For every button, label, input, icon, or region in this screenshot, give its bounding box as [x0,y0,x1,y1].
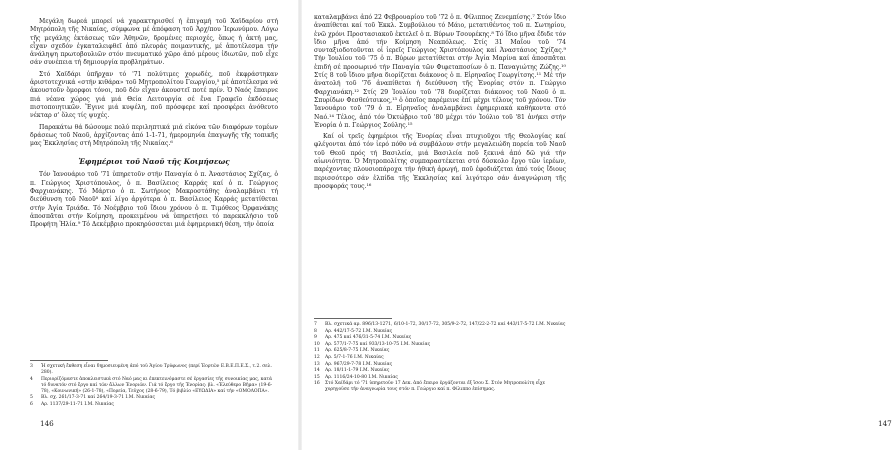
footnote-text: Αρ. 442/17-5-72 Ι.Μ. Νικαίας [325,328,393,334]
footnotes [314,318,566,394]
footnote-number: 13 [314,361,320,367]
footnote-text: Περιορίζόμαστε ἀποκλειστικά στό Ναό μας κι ἐπεκτεινόμαστε σέ ἐργασίες τῆς συνοικίας μας, κατά τό δυνατόν στό ἔργο καί τῶν ἄλλων Ἐνοριῶν. Γιά τό ἔργο τῆς Ἐνορίας: βλ. «Ἐλεύθερο Βῆμα» (19-6-78), «Κοινωνική» (26-1-78), «Πορεία, Τεῦχος (28-6-79), Τό βιβλίο «ΕΥΩΔΙΑ» καί τήν «ΟΜΟΛΟΠΑ». [41,376,273,394]
footnote-rule [314,318,392,319]
footnote [314,375,566,381]
page-number: 147 [878,419,892,428]
footnote-number: 15 [314,374,320,380]
left-page [0,0,300,450]
footnote-text: Βλ. σχ. 261/17-3-71 καί 264/19-3-71 Ι.Μ. Νικαίας [41,395,156,401]
footnote-text: Ἡ σχετική ἔκθεση εἶναι δημοσιευμένη ἀπό τοῦ Ἁγίου Τρύφωνος (περί Ἑορτῶν Ε.Β.Ε.Π.Ε.Σ., τ.2. σελ. 280). [41,364,272,376]
footnote-text: Στό Χαϊδάρι τό '71 ὑπηρετοῦν 17 Δεκ. ἀπό ἔπειρο ἐργάζονται ἐξ ἴσου Σ. Στόν Μητροπολίτη εἶχε χορηγοῦσε τήν ἀναγνωρία τους στόν π. Γεώργιο καί π. Φίλιππο ἐπίσημας. [325,381,545,393]
footnote-text: Βλ. σχετικά αρ. 896/13-1271, 6/10-1-72, 30/17-72, 305/9-2-72, 147/22-2-72 καί 443/17-5-72 Ι.Μ. Νικαίας [325,322,566,327]
footnotes [30,360,278,409]
footnote [314,342,566,348]
left-page-body [30,18,278,233]
section-heading: Ἐφημέριοι τοῦ Ναοῦ τῆς Κοιμήσεως [78,157,230,167]
body-paragraph: Τόν Ἰανουάριο τοῦ '71 ὑπηρετοῦν στήν Παναγία ὁ π. Ἀναστάσιος Σχίζας, ὁ π. Γεώργιος Χριστόπουλος, ὁ π. Βασίλειος Καρράς καί ὁ π. Γεώργιος Φαρχιανάκης. Τό Μάρτιο ὁ π. Σωτήριος Μακροστάθης ἀναλαμβάνει τή διεύθυνση τοῦ Ναοῦ⁸ καί λίγο ἀργότερα ὁ π. Βασίλειος Καρράς μετατίθεται στήν Ἁγία Τριάδα. Τό Νοέμβριο τοῦ ἴδιου χρόνου ὁ π. Τιμόθεος Ὀρφανάκης ἀποσπᾶται στήν Κοίμηση, προκειμένου νά ὑπηρετήσει τό παρεκκλήσιο τοῦ Προφήτη Ἠλία.⁹ Τό Δεκέμβριο προκηρύσσεται μιά ἐφημεριακή θέση, τήν ὁποία [30,171,278,229]
footnote-text: Αρ. 1116/24-10-80 Ι.Μ. Νικαίας [325,374,398,380]
footnote-number: 16 [314,381,320,387]
footnote-number: 6 [30,402,33,408]
body-paragraph: Μεγάλη δωρεά μπορεί νά χαρακτηρισθεί ή ἐπιγαμή τοῦ Χαϊδαρίου στή Μητρόπολη τῆς Νικαίας, σύμφωνα μέ ἀπόφαση τοῦ Ἀρχ/που Ἱερωνύμου. Λόγω τῆς μεγάλης ἐκτάσεως τῶν Ἀθηνῶν, δρομένες περιοχές, ὅπως ἡ ἀκτή μας, εἶχαν σχεδόν ἐγκαταλειφθεῖ ἀπό πλευράς ποιμαντικής, μέ ἀποτέλεσμα τήν ἀνάληψη πρωτοβουλιῶν στόν πνευματικό χῶρο ἀπό μέρους ἰδιωτῶν, ποῦ εἶχε σάν συνέπεια τή δημιουργία προβλημάτων. [30,18,278,67]
right-page-body [314,14,566,194]
footnote [314,362,566,368]
footnote [30,377,278,395]
footnote-number: 9 [314,335,317,341]
footnote-number: 4 [30,376,33,382]
footnote-rule [30,360,108,361]
body-paragraph: Καί οἱ τρεῖς ἐφημέριοι τῆς Ἐνορίας εἶναι πτυχιοῦχοι τῆς Θεολογίας καί φλέγονται ἀπό τόν ἱερό πόθο νά συμβάλουν στήν μεγαλειώδη πορεία τοῦ Ναοῦ τοῦ Θεοῦ πρός τή Βασιλεία, μιά Βασιλεία ποῦ ξεκινά ἀπό δῶ γιά τήν αἰωνιότητα. Ὁ Μητροπολίτης συμπαραστέκεται στό δύσκολο ἔργο τῶν ἱερέων, παρέχοντας πλουσιοπάροχα τήν ἠθική ἀρωγή, ποῦ ἐφοδιάζεται ἀπό τούς ἴδιους περισσότερο σάν ἐλπίδα τῆς Ἐκκλησίας καί λιγότερο σάν ἀναγνώριση τῆς προσφοράς τους.¹⁶ [314,133,566,190]
footnote [314,355,566,361]
page-number: 146 [40,419,54,428]
footnote-number: 12 [314,354,320,360]
footnote [314,381,566,393]
footnote-number: 3 [30,364,33,369]
footnote [314,329,566,335]
footnote [30,395,278,401]
footnote [314,348,566,354]
footnote-text: Αρ. 475 καί 476/31-5-74 Ι.Μ. Νικαίας [325,335,412,341]
body-paragraph: καταλαμβάνει ἀπό 22 Φεβρουαρίου τοῦ '72 ὁ π. Φίλιππος Ζενεμπίσης.⁷ Στόν ἴδιο ἀναπίθεται καί τοῦ Ἐκκλ. Συμβούλιου τό Μάιο, μετατιθέντος τοῦ π. Σωτηρίου, ἐνῶ χρόνι Προστασιακοῦ ἐκτελεῖ ὁ π. Βύρων Τσουρέκης.⁸ Τό ἴδιο μῆνα ἔδιδε τόν ἴδιο μῆνα ἀπό τήν Κοίμηση Νεαπόλεως. Στίς 31 Μαΐου τοῦ '74 συνταξιοδοτοῦνται οἱ ἱερεῖς Γεώργιος Χριστόπουλος καί Ἀναστάσιος Σχίζας.⁹ Τήν Ἰουλίου τοῦ '75 ὁ π. Βύρων μετατίθεται στήν Ἁγία Μαρίνα καί ἀποσπᾶται ἐπιδή σέ προσωρινό τήν Παναγία τῶν Φιφεταποσίων ὁ π. Παναγιώτης Ζώζης.¹⁰ Στίς 8 τοῦ ἴδιου μῆνα διορίζεται διάκονος ὁ π. Εἰρηναῖος Γεωργίτσης.¹¹ Μέ τήν ἀνατολή τοῦ '76 ἀναπίθεται ἡ διεύθυνση τῆς Ἐνορίας στόν π. Γεώργιο Φαρχιανάκη.¹² Στίς 29 Ἰουλίου τοῦ '78 διορίζεται διάκονος τοῦ Ναοῦ ὁ π. Σπυρίδων Φεσθεύτσικος,¹³ ὁ ὁποῖος παρέμεινε ἐπί μέχρι τέλους τοῦ χρόνου. Τόν Ἰανουάριο τοῦ '79 ὁ π. Εἰρηναῖος ἀναλαμβάνει ἐφημεριακά καθήκοντα στό Ναό.¹⁴ Τέλος, ἀπό τόν Ὀκτώβριο τοῦ '80 μέχρι τόν Ἰούλιο τοῦ '81 ἀνήκει στήν Ἐνορία ὁ π. Γεώργιος Σούλης.¹⁵ [314,14,566,129]
footnote-text: Αρ. 1137/29-11-71 Ι.Μ. Νικαίας [41,402,114,408]
footnote [314,368,566,374]
footnote-number: 10 [314,341,320,347]
footnote-text: Αρ. 5/7-1-76 Ι.Μ. Νικαίας [325,354,384,360]
footnote-number: 14 [314,368,320,374]
body-paragraph: Παρακάτω θά δώσουμε πολύ περιληπτικά μιά εἰκόνα τῶν διαφόρων τομέων δράσεως τοῦ Ναοῦ, ἀρχίζοντας ἀπό 1-1-71, ἡμερομηνία ἐπαγωγῆς τῆς τοπικῆς μας Ἐκκλησίας στή Μητρόπολη τῆς Νικαίας.⁶ [30,123,278,148]
footnote-text: Αρ. 967/29-7-78 Ι.Μ. Νικαίας [325,361,393,367]
footnote [314,335,566,341]
footnote-text: Αρ. 577/1-7-75 καί 933/13-10-75 Ι.Μ. Νικαίας [325,341,431,347]
body-paragraph: Στό Χαϊδάρι ὑπῆρχαν τό '71 πολύτιμες χορωδές, ποῦ ἐκφράστηκαν ἀριστοτεχνικά «στήν κιθάρα» τοῦ Μητροπολίτου Γεωργίου,⁵ μέ ἀποτέλεσμα νά ἀκουστοῦν ὅμορφοι τόνοι, ποῦ δέν εἶχαν ἀκουστεῖ ποτέ πρίν. Ὁ Ναός ἔπαιρνε πιά νέανα χώρος γιά μιά Θεία Λειτουργία σέ ἕνα Γραφεῖο ἐκδόσεως πιστοποιητικῶν. Ἔγινε μιά κυψέλη, ποῦ πρόσφερε καί προσφέρει ἀνόθευτο νέκταρ σ' ὅλες τίς ψυχές. [30,70,278,120]
footnote-number: 7 [314,322,317,327]
footnote-number: 11 [314,348,320,354]
footnote-number: 8 [314,328,317,334]
footnote [30,402,278,408]
footnote [30,364,278,376]
footnote-number: 5 [30,395,33,401]
footnote-text: Αρ. 625/8-7-75 Ι.Μ. Νικαίας [325,348,390,354]
footnote [314,322,566,328]
footnote-text: Αρ. 18/11-1-79 Ι.Μ. Νικαίας [325,368,390,374]
